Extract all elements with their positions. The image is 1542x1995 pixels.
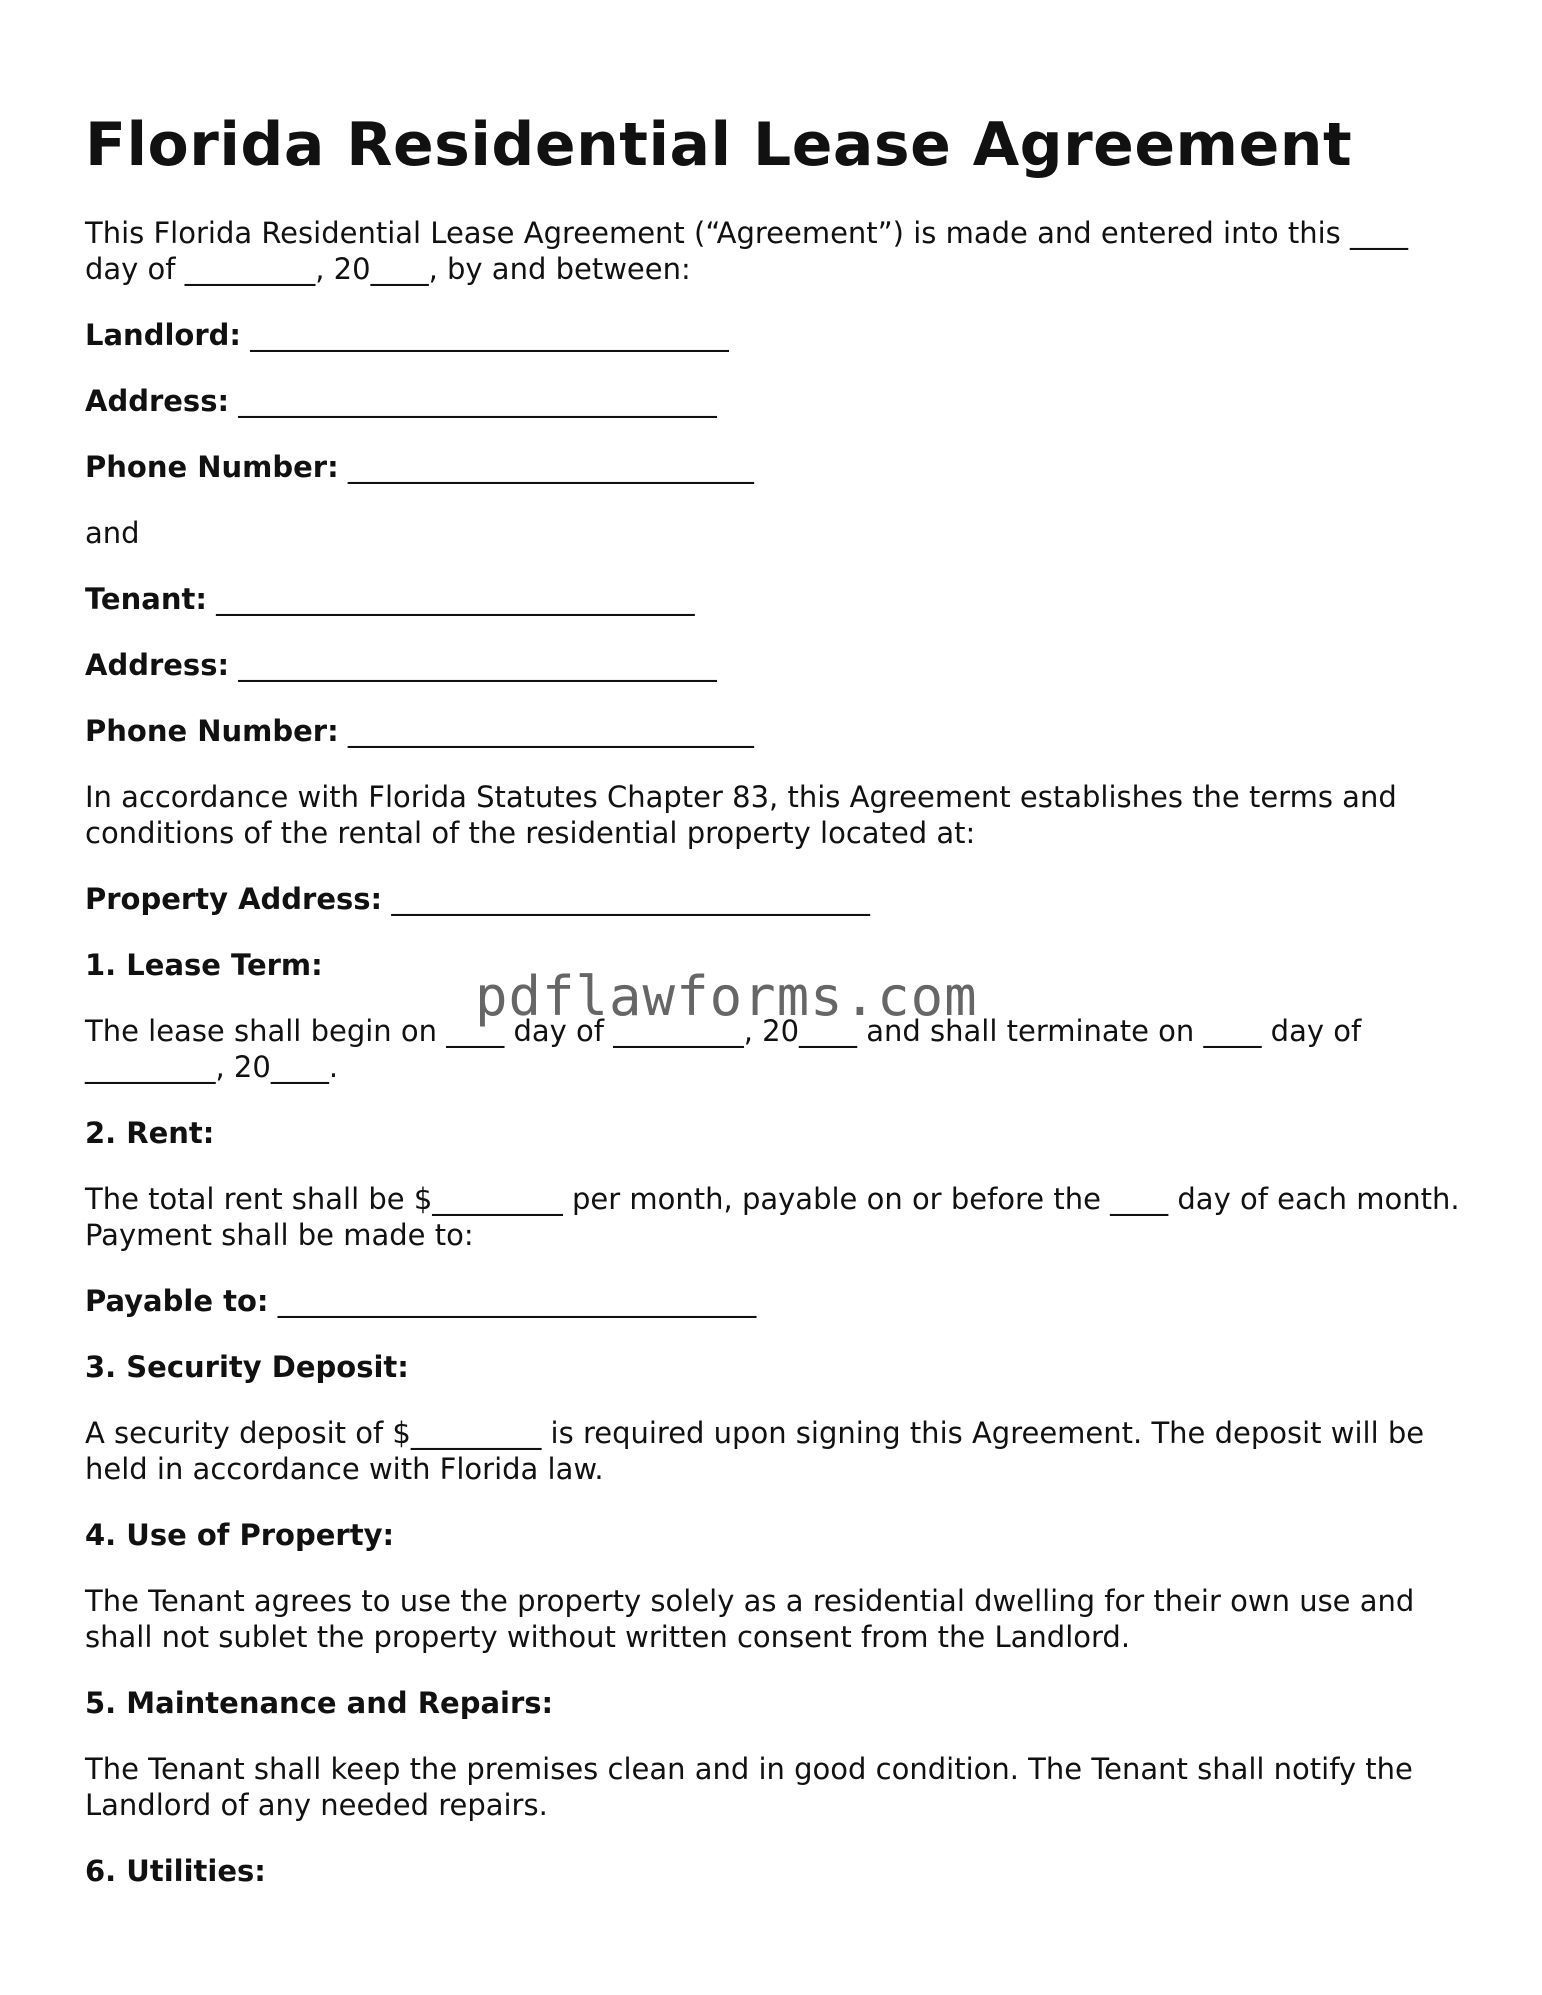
lease-term-body: The lease shall begin on ____ day of _________, 20____ and shall terminate on ____ day of _________, 20____. bbox=[85, 1014, 1362, 1084]
rent-heading: 2. Rent: bbox=[85, 1116, 215, 1150]
lease-term-heading: 1. Lease Term: bbox=[85, 948, 323, 982]
tenant-address-blank: _________________________________ bbox=[238, 648, 717, 682]
rent-body: The total rent shall be $_________ per month, payable on or before the ____ day of each month. Payment shall be made to: bbox=[85, 1182, 1460, 1252]
tenant-phone-label: Phone Number: bbox=[85, 714, 339, 748]
maintenance-body: The Tenant shall keep the premises clean and in good condition. The Tenant shall notify the Landlord of any needed repairs. bbox=[85, 1752, 1413, 1822]
payable-to-label: Payable to: bbox=[85, 1284, 269, 1318]
landlord-name-blank: _________________________________ bbox=[250, 318, 729, 352]
security-deposit-heading: 3. Security Deposit: bbox=[85, 1350, 409, 1384]
payable-to-blank: _________________________________ bbox=[277, 1284, 757, 1318]
security-deposit-body: A security deposit of $_________ is required upon signing this Agreement. The deposit will be held in accordance with Florida law. bbox=[85, 1416, 1425, 1486]
document-title: Florida Residential Lease Agreement bbox=[85, 110, 1353, 180]
property-address-label: Property Address: bbox=[85, 882, 383, 916]
use-of-property-body: The Tenant agrees to use the property solely as a residential dwelling for their own use and shall not sublet the property without written consent from the Landlord. bbox=[85, 1584, 1415, 1654]
landlord-address-label: Address: bbox=[85, 384, 230, 418]
property-address-field bbox=[85, 881, 1465, 917]
tenant-address-label: Address: bbox=[85, 648, 230, 682]
landlord-phone-blank: ____________________________ bbox=[347, 450, 754, 484]
landlord-name-field bbox=[85, 317, 1465, 353]
landlord-address-field bbox=[85, 383, 1465, 419]
landlord-label: Landlord: bbox=[85, 318, 241, 352]
watermark: pdflawforms.com bbox=[475, 965, 978, 1028]
tenant-address-field bbox=[85, 647, 1465, 683]
maintenance-heading: 5. Maintenance and Repairs: bbox=[85, 1686, 554, 1720]
utilities-heading: 6. Utilities: bbox=[85, 1854, 266, 1888]
intro-paragraph: This Florida Residential Lease Agreement (“Agreement”) is made and entered into this ____ day of _________, 20____, by and between: bbox=[85, 216, 1408, 286]
landlord-phone-label: Phone Number: bbox=[85, 450, 339, 484]
tenant-label: Tenant: bbox=[85, 582, 207, 616]
landlord-phone-field bbox=[85, 449, 1465, 485]
tenant-name-field bbox=[85, 581, 1465, 617]
payable-to-field bbox=[85, 1283, 1465, 1319]
landlord-address-blank: _________________________________ bbox=[238, 384, 717, 418]
statute-paragraph: In accordance with Florida Statutes Chapter 83, this Agreement establishes the terms and conditions of the rental of the residential property located at: bbox=[85, 780, 1397, 850]
tenant-phone-blank: ____________________________ bbox=[347, 714, 754, 748]
use-of-property-heading: 4. Use of Property: bbox=[85, 1518, 395, 1552]
and-text: and bbox=[85, 516, 140, 550]
property-address-blank: _________________________________ bbox=[391, 882, 870, 916]
tenant-name-blank: _________________________________ bbox=[216, 582, 695, 616]
tenant-phone-field bbox=[85, 713, 1465, 749]
